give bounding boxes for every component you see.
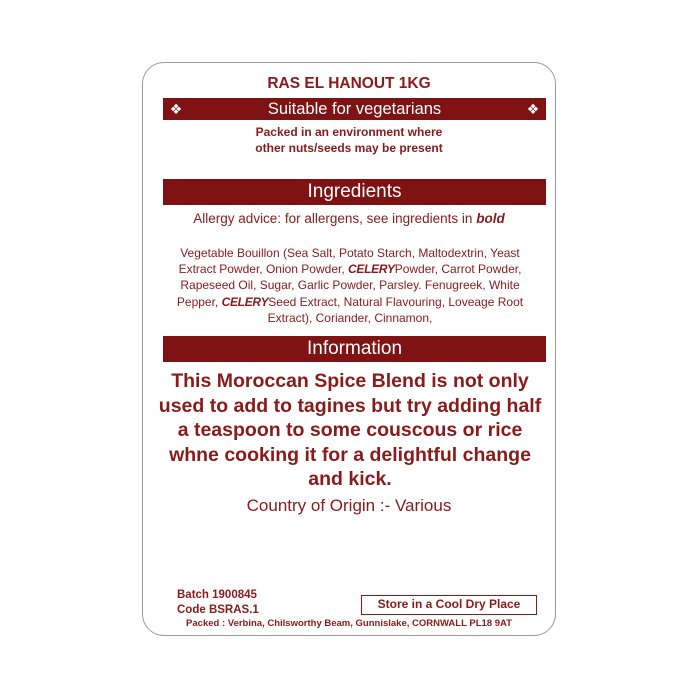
packer-address: Packed : Verbina, Chilsworthy Beam, Gunnislake, CORNWALL PL18 9AT (186, 618, 512, 629)
product-title: RAS EL HANOUT 1KG (267, 75, 431, 92)
ingredients-text: Powder, Carrot Powder, Rapeseed Oil, Sugar, Garlic Powder, Parsley. Fenugreek, White Pepper, (176, 262, 522, 309)
storage-instructions: Store in a Cool Dry Place (361, 595, 537, 615)
vegetarian-banner (163, 98, 546, 120)
ingredients-heading: Ingredients (163, 179, 546, 205)
country-of-origin: Country of Origin :- Various (246, 496, 452, 515)
allergen-highlight: CELERY (348, 262, 395, 277)
packed-environment-note (143, 124, 555, 156)
diamond-ornament-icon: ❖ (169, 101, 183, 117)
ingredients-text: Seed Extract, Natural Flavouring, Loveage Root Extract), Coriander, Cinnamon, (267, 294, 524, 325)
diamond-ornament-icon: ❖ (526, 101, 540, 117)
information-heading: Information (163, 336, 546, 362)
batch-info (177, 588, 259, 618)
packed-note-line: other nuts/seeds may be present (255, 141, 443, 155)
information-text: This Moroccan Spice Blend is not only used to add to tagines but try adding half a teaspoon to some couscous or rice whne cooking it for a delightful change and kick. (158, 370, 542, 490)
product-code: Code BSRAS.1 (177, 604, 259, 616)
packed-note-line: Packed in an environment where (255, 125, 443, 139)
allergy-advice-text: Allergy advice: for allergens, see ingredients in (193, 211, 473, 226)
ingredients-list (161, 245, 539, 326)
vegetarian-banner-text: Suitable for vegetarians (267, 100, 442, 118)
product-label (142, 62, 556, 636)
allergy-advice (143, 211, 555, 226)
batch-number: Batch 1900845 (177, 589, 257, 601)
allergy-advice-bold-word: bold (476, 211, 505, 226)
ingredients-text: Vegetable Bouillon (Sea Salt, Potato Starch, Maltodextrin, Yeast Extract Powder, Onion Powder, (178, 246, 520, 277)
allergen-highlight: CELERY (221, 294, 269, 309)
